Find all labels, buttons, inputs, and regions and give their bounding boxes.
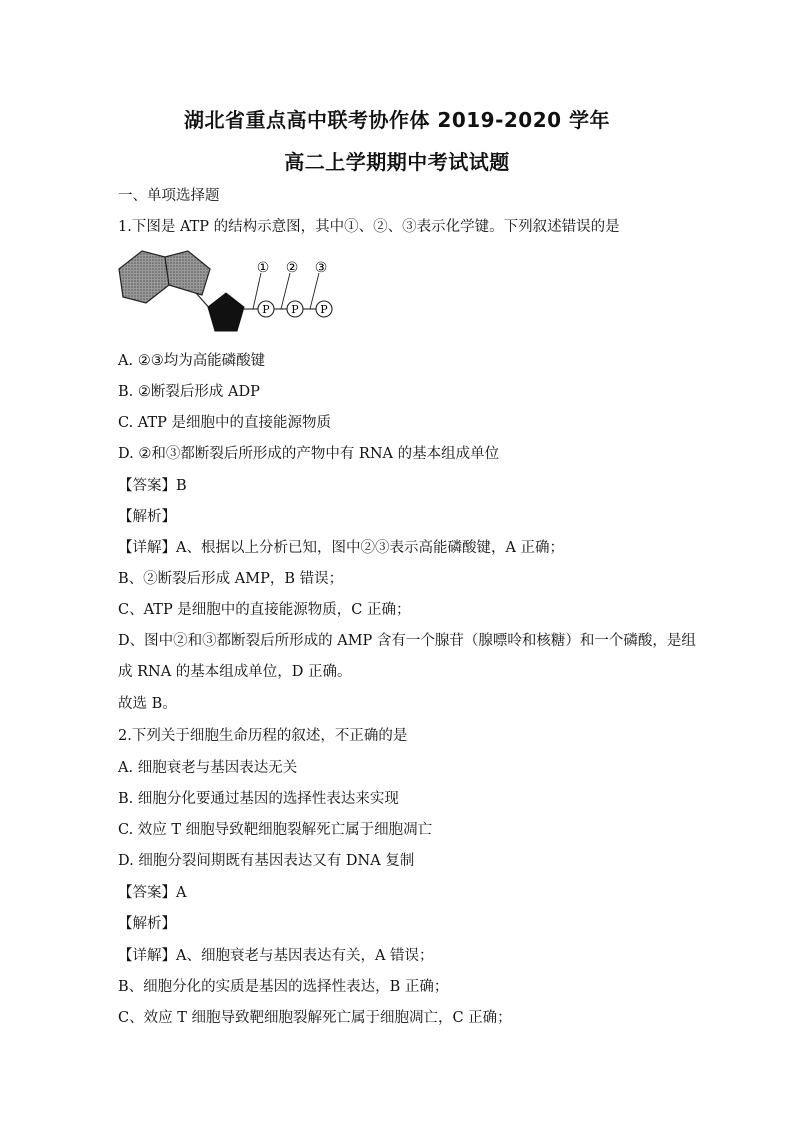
- atp-structure-figure: [116, 247, 346, 339]
- document-title-line-2: 高二上学期期中考试试题: [284, 150, 510, 174]
- bond-label-3: ③: [314, 260, 328, 276]
- question-2-detail-line: 【详解】A、细胞衰老与基因表达有关，A 错误；: [118, 948, 434, 964]
- question-2-stem: 2.下列关于细胞生命历程的叙述，不正确的是: [118, 728, 408, 744]
- question-2-analysis-label: 【解析】: [118, 916, 176, 932]
- question-2-option-b: B. 细胞分化要通过基因的选择性表达来实现: [118, 791, 399, 807]
- bond-label-1: ①: [256, 260, 270, 276]
- question-1-option-b: B. ②断裂后形成 ADP: [118, 384, 260, 400]
- section-heading: 一、单项选择题: [118, 188, 220, 204]
- question-2-answer: 【答案】A: [118, 885, 187, 901]
- question-1-option-d: D. ②和③都断裂后所形成的产物中有 RNA 的基本组成单位: [118, 446, 500, 462]
- phosphate-label-3: P: [320, 303, 328, 316]
- question-1-detail-line: 【详解】A、根据以上分析已知，图中②③表示高能磷酸键，A 正确；: [118, 540, 565, 556]
- question-1-stem: 1.下图是 ATP 的结构示意图，其中①、②、③表示化学键。下列叙述错误的是: [118, 219, 620, 235]
- adenine-hexagon: [119, 251, 169, 303]
- adenine-pentagon: [165, 251, 210, 295]
- question-1-detail-line: 故选 B。: [118, 696, 177, 712]
- question-2-option-c: C. 效应 T 细胞导致靶细胞裂解死亡属于细胞凋亡: [118, 822, 433, 838]
- document-title-line-1: 湖北省重点高中联考协作体 2019-2020 学年: [183, 108, 611, 132]
- question-1-detail-line: D、图中②和③都断裂后所形成的 AMP 含有一个腺苷（腺嘌呤和核糖）和一个磷酸，是组: [118, 633, 696, 649]
- phosphate-label-1: P: [262, 303, 270, 316]
- question-1-detail-line: C、ATP 是细胞中的直接能源物质，C 正确；: [118, 602, 411, 618]
- question-2-detail-line: C、效应 T 细胞导致靶细胞裂解死亡属于细胞凋亡，C 正确；: [118, 1010, 512, 1026]
- question-1-option-a: A. ②③均为高能磷酸键: [118, 353, 266, 369]
- bond-label-2: ②: [285, 260, 299, 276]
- phosphate-label-2: P: [291, 303, 299, 316]
- ribose-pentagon: [208, 293, 244, 331]
- question-2-detail-line: B、细胞分化的实质是基因的选择性表达，B 正确；: [118, 979, 449, 995]
- question-2-option-a: A. 细胞衰老与基因表达无关: [118, 760, 298, 776]
- question-1-option-c: C. ATP 是细胞中的直接能源物质: [118, 415, 332, 431]
- question-1-answer: 【答案】B: [118, 478, 187, 494]
- question-1-detail-line: 成 RNA 的基本组成单位，D 正确。: [118, 664, 352, 680]
- question-1-analysis-label: 【解析】: [118, 509, 176, 525]
- question-1-detail-line: B、②断裂后形成 AMP，B 错误；: [118, 571, 344, 587]
- question-2-option-d: D. 细胞分裂间期既有基因表达又有 DNA 复制: [118, 853, 415, 869]
